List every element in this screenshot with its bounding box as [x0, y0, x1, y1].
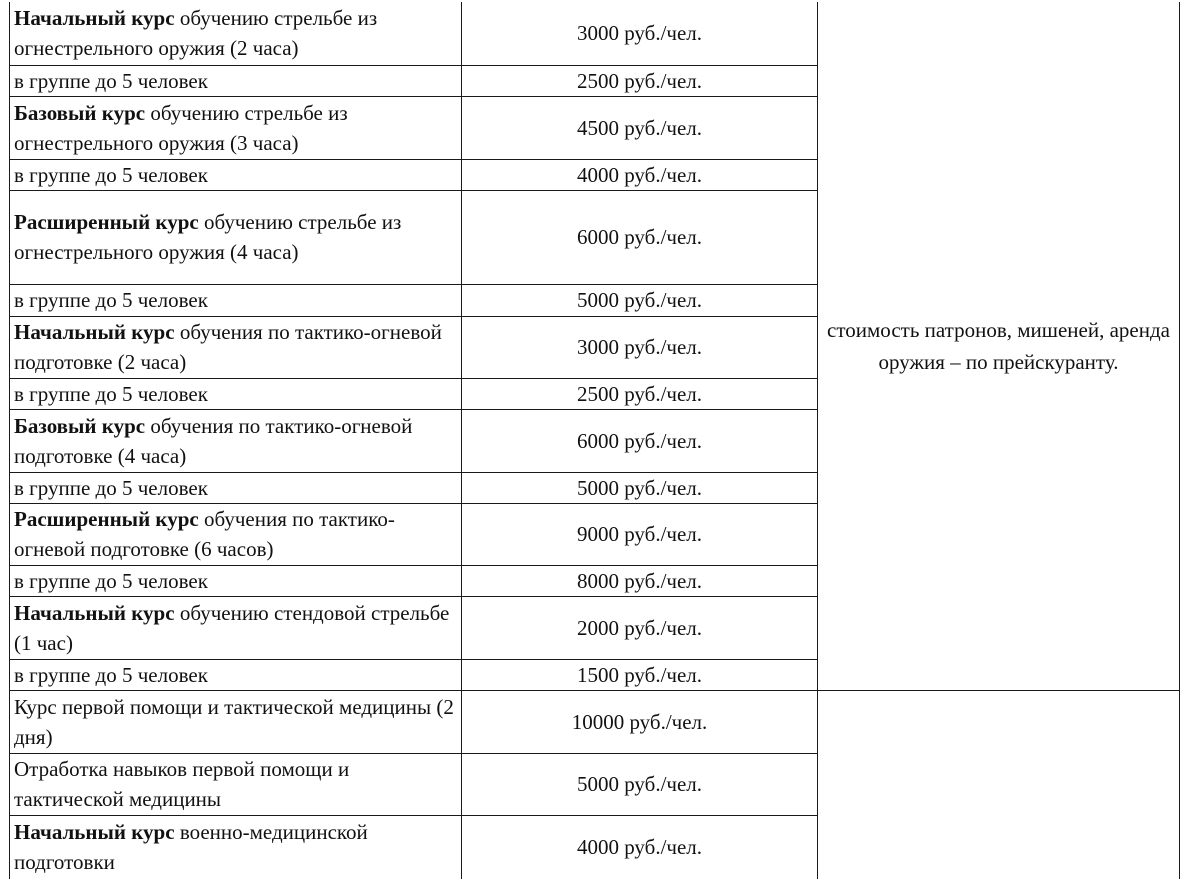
course-price: 2000 руб./чел.: [462, 596, 818, 659]
course-description: обучению стрельбе из огнестрельного оружия (2 часа): [14, 6, 378, 61]
course-price: 2500 руб./чел.: [462, 65, 818, 96]
course-price: 4500 руб./чел.: [462, 96, 818, 159]
course-name: [10, 284, 462, 316]
course-description: в группе до 5 человек: [14, 162, 208, 187]
course-name: [10, 378, 462, 409]
course-level: Расширенный курс: [14, 210, 199, 234]
course-name: [10, 565, 462, 596]
course-price: 8000 руб./чел.: [462, 565, 818, 596]
course-name: [10, 190, 462, 284]
course-price: 5000 руб./чел.: [462, 284, 818, 316]
course-name: [10, 65, 462, 96]
course-name: [10, 815, 462, 879]
course-description: обучению стендовой стрельбе (1 час): [14, 600, 450, 655]
course-level: Начальный курс: [14, 6, 175, 31]
course-description: в группе до 5 человек: [14, 381, 208, 406]
course-price: 2500 руб./чел.: [462, 378, 818, 409]
course-description: в группе до 5 человек: [14, 288, 208, 312]
course-description: военно-медицинской подготовки: [14, 820, 368, 875]
course-level: Начальный курс: [14, 820, 175, 845]
course-price: 5000 руб./чел.: [462, 472, 818, 503]
course-name: [10, 159, 462, 190]
course-price: 6000 руб./чел.: [462, 409, 818, 472]
course-price: 4000 руб./чел.: [462, 159, 818, 190]
course-price: 5000 руб./чел.: [462, 753, 818, 815]
course-name: [10, 753, 462, 815]
course-level: Базовый курс: [14, 413, 146, 438]
medical-note: [818, 690, 1180, 879]
course-price: 6000 руб./чел.: [462, 190, 818, 284]
course-description: Отработка навыков первой помощи и тактической медицины: [14, 757, 350, 811]
table-row: [10, 2, 1180, 65]
course-description: обучения по тактико-огневой подготовке (2 часа): [14, 320, 442, 374]
course-name: [10, 659, 462, 690]
course-description: в группе до 5 человек: [14, 68, 208, 93]
course-description: обучения по тактико-огневой подготовке (4 часа): [14, 413, 413, 468]
course-price: 10000 руб./чел.: [462, 690, 818, 753]
course-name: [10, 96, 462, 159]
course-name: [10, 472, 462, 503]
course-price: 3000 руб./чел.: [462, 2, 818, 65]
course-price: 4000 руб./чел.: [462, 815, 818, 879]
course-description: обучению стрельбе из огнестрельного оружия (3 часа): [14, 100, 348, 155]
course-name: [10, 503, 462, 565]
course-description: обучения по тактико-огневой подготовке (6 часов): [14, 507, 395, 561]
course-name: [10, 596, 462, 659]
course-name: [10, 690, 462, 753]
shooting-note: стоимость патронов, мишеней, аренда оружия – по прейскуранту.: [818, 2, 1180, 690]
course-level: Начальный курс: [14, 600, 175, 625]
course-description: в группе до 5 человек: [14, 568, 208, 593]
price-table-body: [10, 2, 1180, 879]
course-name: [10, 316, 462, 378]
course-name: [10, 2, 462, 65]
course-price: 3000 руб./чел.: [462, 316, 818, 378]
course-description: в группе до 5 человек: [14, 662, 208, 687]
course-level: Базовый курс: [14, 100, 146, 125]
course-description: обучению стрельбе из огнестрельного оружия (4 часа): [14, 210, 402, 264]
course-level: Начальный курс: [14, 320, 175, 344]
table-row: [10, 690, 1180, 753]
price-table: [9, 2, 1180, 879]
course-price: 1500 руб./чел.: [462, 659, 818, 690]
course-description: Курс первой помощи и тактической медицины (2 дня): [14, 694, 454, 749]
course-description: в группе до 5 человек: [14, 475, 208, 500]
course-price: 9000 руб./чел.: [462, 503, 818, 565]
course-name: [10, 409, 462, 472]
course-level: Расширенный курс: [14, 507, 199, 531]
